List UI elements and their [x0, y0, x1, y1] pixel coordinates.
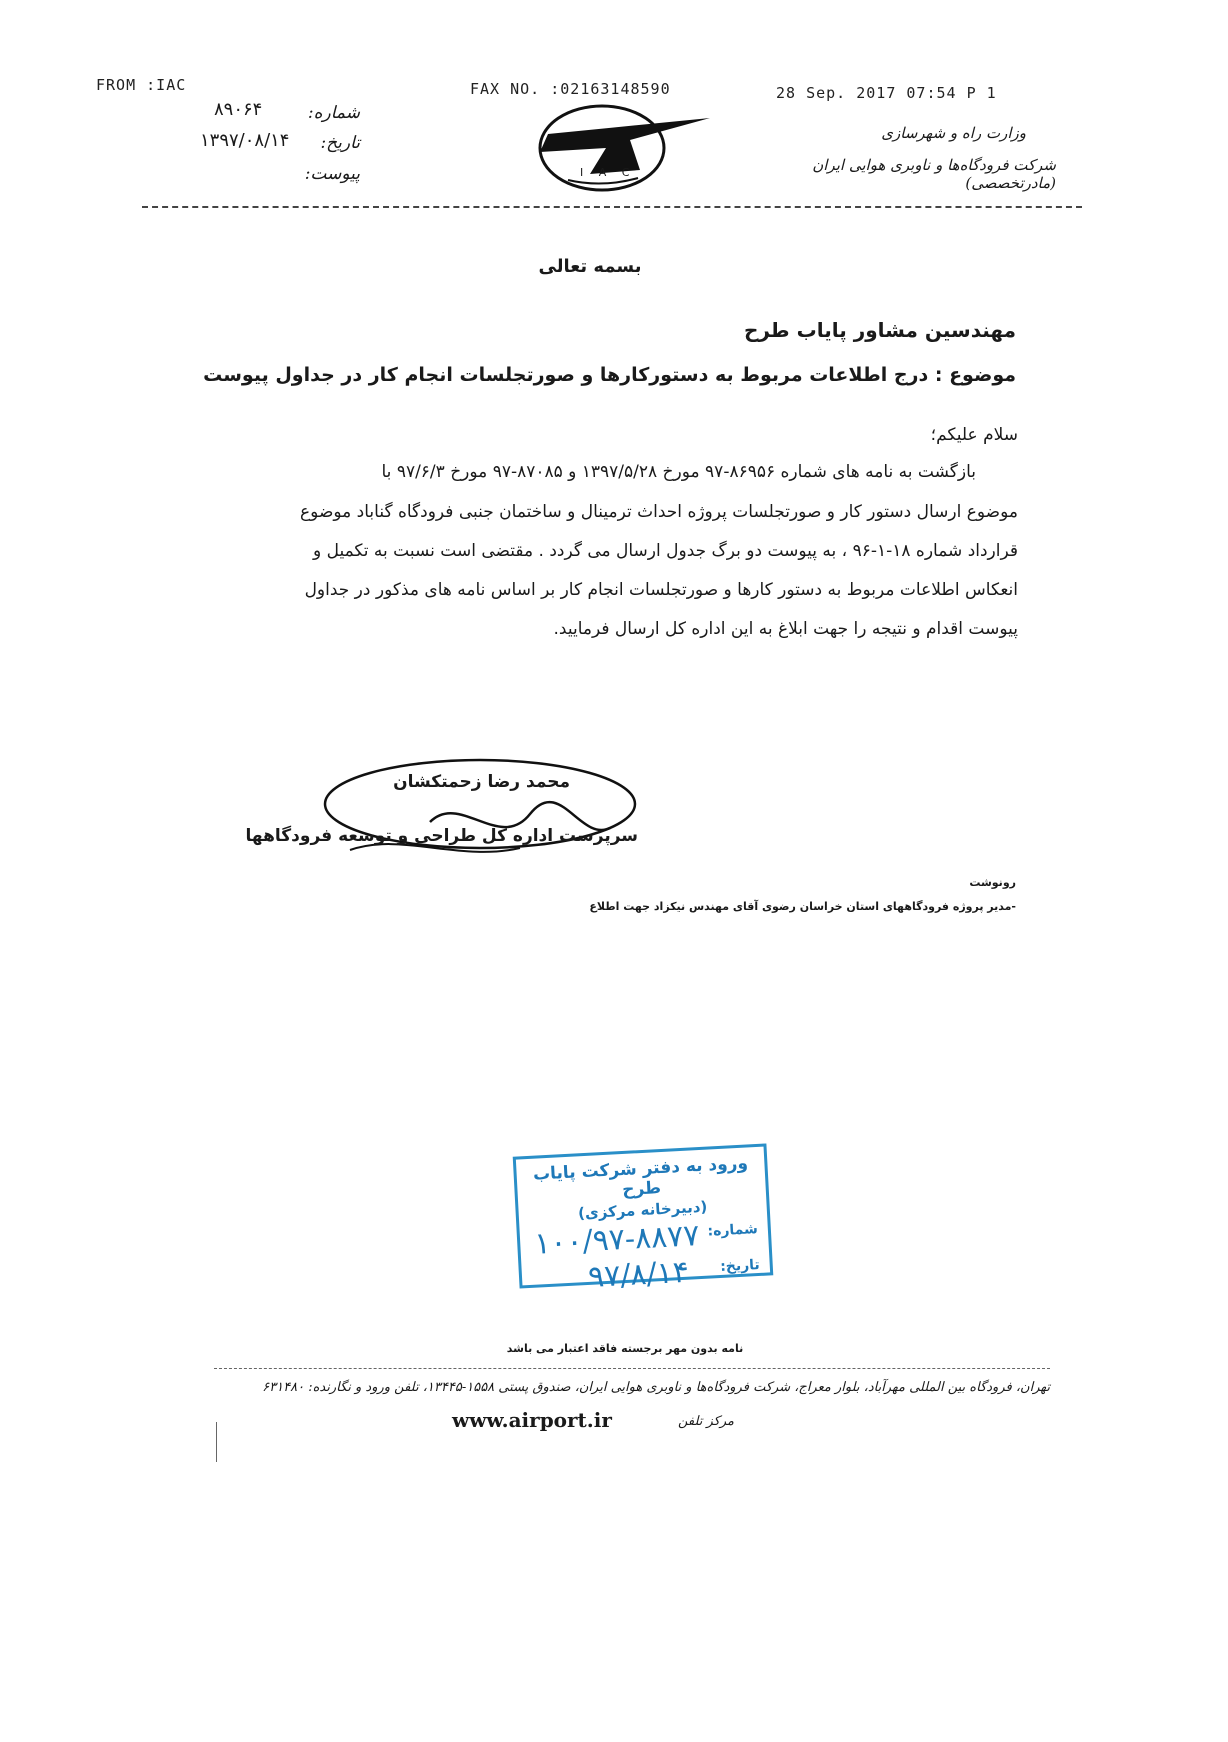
- fax-datetime: 28 Sep. 2017 07:54 P 1: [776, 84, 997, 102]
- subject-line: موضوع : درج اطلاعات مربوط به دستورکارها و صورتجلسات انجام کار در جداول پیوست: [203, 364, 1016, 386]
- date-label: تاریخ:: [320, 133, 360, 153]
- greeting: سلام علیکم؛: [930, 425, 1018, 445]
- stamp-date-label: تاریخ:: [719, 1256, 761, 1276]
- body-line: بازگشت به نامه های شماره ۸۶۹۵۶-۹۷ مورخ ۱۳۹۷/۵/۲۸ و ۸۷۰۸۵-۹۷ مورخ ۹۷/۶/۳ با: [381, 462, 976, 482]
- body-line: قرارداد شماره ۱۸-۱-۹۶ ، به پیوست دو برگ جدول ارسال می گردد . مقتضی است نسبت به تکمیل و: [312, 541, 1018, 561]
- ministry-name: وزارت راه و شهرسازی: [881, 124, 1026, 142]
- handwritten-signature: [310, 752, 650, 872]
- stamp-number: ۱۰۰/۹۷-۸۸۷۷: [533, 1218, 701, 1262]
- opening-salutation: بسمه تعالی: [538, 256, 642, 277]
- footer-divider: [214, 1368, 1050, 1369]
- cc-label: رونوشت: [969, 876, 1016, 889]
- cc-line: -مدیر پروژه فرودگاههای استان خراسان رضوی آقای مهندس نیکزاد جهت اطلاع: [589, 900, 1016, 913]
- number-label: شماره:: [307, 103, 360, 123]
- letter-number: ۸۹۰۶۴: [214, 99, 263, 120]
- logo-letters: I A C: [580, 166, 636, 179]
- footer-notice: نامه بدون مهر برجسته فاقد اعتبار می باشد: [506, 1342, 744, 1355]
- footer-address: تهران، فرودگاه بین المللی مهرآباد، بلوار معراج، شرکت فرودگاه‌ها و ناوبری هوایی ایران، صندوق پستی ۱۵۵۸-۱۳۴۴۵، تلفن ورود و نگارنده: ۶۳۱۴۸۰: [262, 1380, 1050, 1395]
- body-line: موضوع ارسال دستور کار و صورتجلسات پروژه احداث ترمینال و ساختمان جنبی فرودگاه گناباد موضوع: [300, 502, 1018, 522]
- stamp-number-label: شماره:: [707, 1221, 759, 1240]
- letter-date: ۱۳۹۷/۰۸/۱۴: [200, 130, 290, 151]
- signatory-name: محمد رضا زحمتکشان: [393, 772, 570, 792]
- fax-from: FROM :IAC: [96, 76, 187, 94]
- receipt-stamp: [513, 1143, 774, 1295]
- company-name: شرکت فرودگاه‌ها و ناوبری هوایی ایران (مادرتخصصی): [812, 156, 1056, 192]
- iac-logo: [520, 96, 720, 196]
- header-divider: [142, 206, 1082, 208]
- body-line: پیوست اقدام و نتیجه را جهت ابلاغ به این اداره کل ارسال فرمایید.: [553, 619, 1018, 639]
- fax-number: FAX NO. :02163148590: [470, 80, 671, 98]
- recipient: مهندسین مشاور پایاب طرح: [743, 318, 1016, 342]
- body-line: انعکاس اطلاعات مربوط به دستور کارها و صورتجلسات انجام کار بر اساس نامه های مذکور در جداول: [304, 580, 1018, 600]
- footer-website[interactable]: www.airport.ir: [452, 1408, 612, 1432]
- stamp-subtitle: (دبیرخانه مرکزی): [577, 1197, 708, 1223]
- footer-phone-center: مرکز تلفن: [677, 1414, 734, 1429]
- signatory-title: سرپرست اداره کل طراحی و توسعه فرودگاهها: [245, 826, 638, 846]
- attachment-label: پیوست:: [304, 164, 360, 184]
- stamp-date: ۹۷/۸/۱۴: [587, 1254, 690, 1295]
- margin-mark: [216, 1422, 217, 1462]
- stamp-title: ورود به دفتر شرکت پایاب طرح: [532, 1153, 749, 1201]
